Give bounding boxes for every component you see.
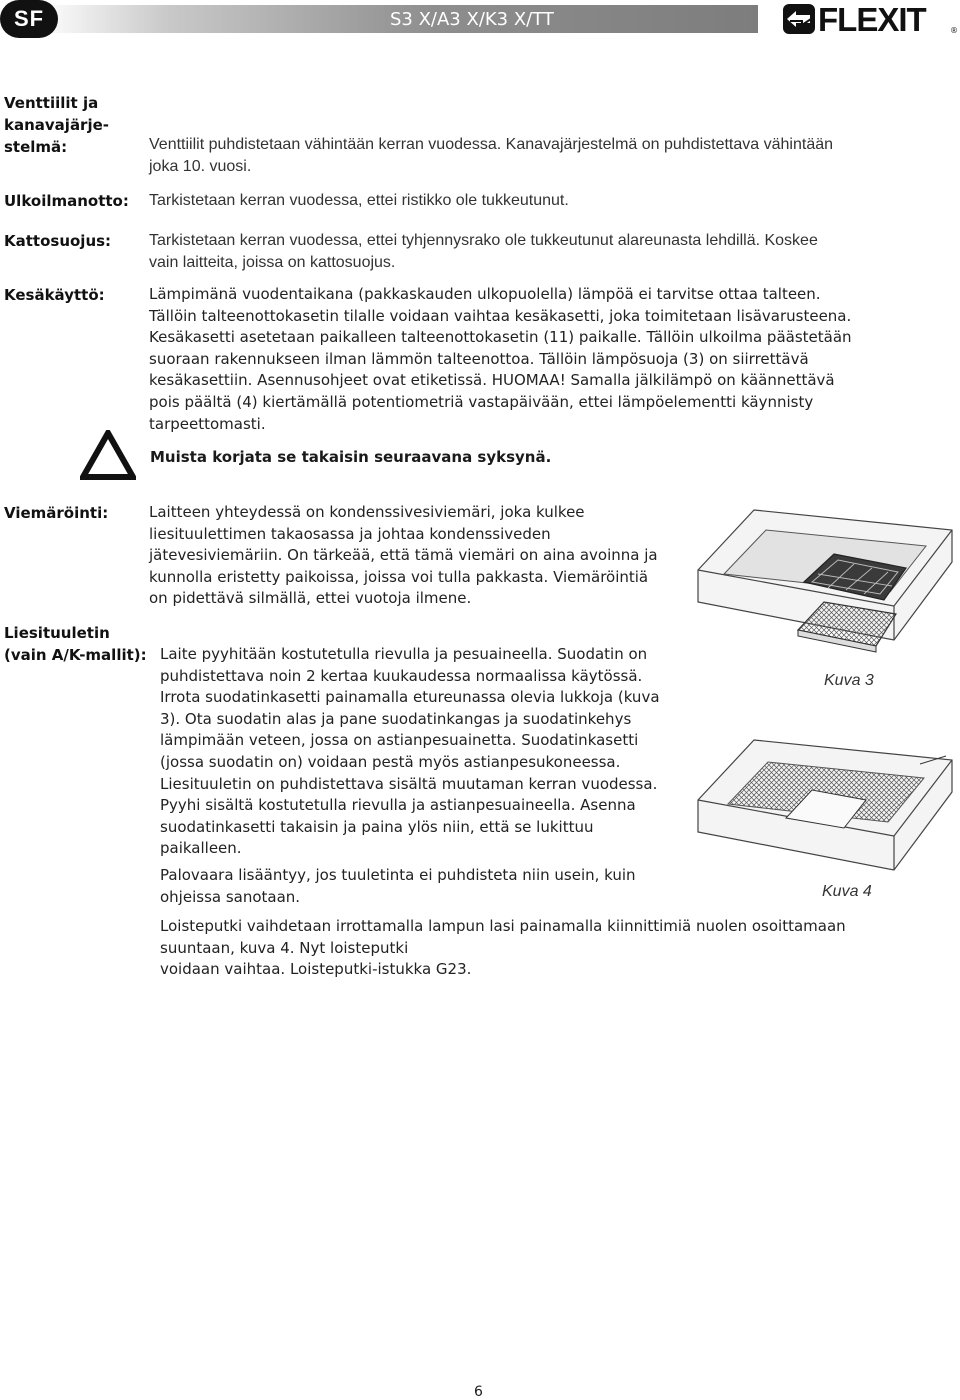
warning-note: Muista korjata se takaisin seuraavana syksynä. [150,448,552,466]
page-header [0,0,960,38]
text-liesituuletin-para3: Loisteputki vaihdetaan irrottamalla lampun lasi painamalla kiinnittimiä nuolen osoittamaan suuntaan, kuva 4. Nyt loisteputki voidaan vaihtaa. Loisteputki-istukka G23. [160,917,846,979]
text-liesituuletin-para1: Laite pyyhitään kostutetulla rievulla ja pesuaineella. Suodatin on puhdistettava noin 2 kertaa kuukaudessa normaalissa käytössä. Irrota suodatinkasetti painamalla etureunassa olevia lukkoja (kuva 3). Ota suodatin alas ja pane suodatinkangas ja suodatinkehys lämpimään veteen, jossa on astianpesuainetta. Suodatinkasetti (jossa suodatin on) voidaan pestä myös astianpesukoneessa. Liesituuletin on puhdistettava sisältä muutaman kerran vuodessa. Pyyhi sisältä kostutetulla rievulla ja astianpesuaineella. Asenna suodatinkasetti takaisin ja paina ylös niin, että se lukittuu paikalleen. [160,645,660,858]
label-ulkoilmanotto: Ulkoilmanotto: [4,192,129,210]
language-badge: SF [0,0,58,38]
registered-mark: ® [950,26,958,35]
figure-3-caption: Kuva 3 [824,672,874,689]
brand-name: FLEXIT [818,1,926,38]
text-venttiilit: Venttiilit puhdistetaan vähintään kerran vuodessa. Kanavajärjestelmä on puhdistettava vähintään joka 10. vuosi. [149,136,834,175]
figure-4-illustration [694,720,956,880]
label-kattosuojus: Kattosuojus: [4,232,112,250]
text-ulkoilmanotto: Tarkistetaan kerran vuodessa, ettei ristikko ole tukkeutunut. [149,192,569,209]
figure-3-illustration [694,490,956,695]
label-viemarointi: Viemäröinti: [4,504,109,522]
label-kesakaytto: Kesäkäyttö: [4,286,105,304]
text-kattosuojus: Tarkistetaan kerran vuodessa, ettei tyhjennysrako ole tukkeutunut alareunasta lehdillä. Koskee vain laitteita, joissa on kattosuojus. [149,232,818,271]
flexit-logo [782,1,958,38]
figure-4-caption: Kuva 4 [822,883,872,900]
label-liesituuletin: Liesituuletin (vain A/K-mallit): [4,624,147,664]
page-number: 6 [474,1384,483,1400]
warning-triangle-icon [80,430,136,480]
label-venttiilit: Venttiilit ja kanavajärje- stelmä: [4,94,109,156]
text-liesituuletin-para2: Palovaara lisääntyy, jos tuuletinta ei puhdisteta niin usein, kuin ohjeissa sanotaan. [160,866,636,906]
model-title: S3 X/A3 X/K3 X/TT [390,9,554,30]
flexit-arrow-icon [782,3,816,35]
text-viemarointi: Laitteen yhteydessä on kondenssivesiviemäri, joka kulkee liesituulettimen takaosassa ja johtaa kondenssiveden jätevesiviemäriin. On tärkeää, että tämä viemäri on aina avoinna ja kunnolla eristetty paikoissa, joissa voi tulla pakkasta. Viemäröintiä on pidettävä silmällä, ettei vuotoja ilmene. [149,503,658,608]
text-kesakaytto: Lämpimänä vuodentaikana (pakkaskauden ulkopuolella) lämpöä ei tarvitse ottaa talteen. Tällöin talteenottokasetin tilalle voidaan vaihtaa kesäkasetti, joka toimitetaan lisävarusteena. Kesäkasetti asetetaan paikalleen talteenottokasetin (11) paikalle. Tällöin ulkoilma päästetään suoraan rakennukseen ilman lämmön talteenottoa. Tällöin lämpösuoja (3) on siirrettävä kesäkasettiin. Asennusohjeet ovat etiketissä. HUOMAA! Samalla jälkilämpö on käännettävä pois päältä (4) kiertämällä potentiometriä vastapäivään, ettei lämpöelementti käynnisty tarpeettomasti. [149,285,852,433]
